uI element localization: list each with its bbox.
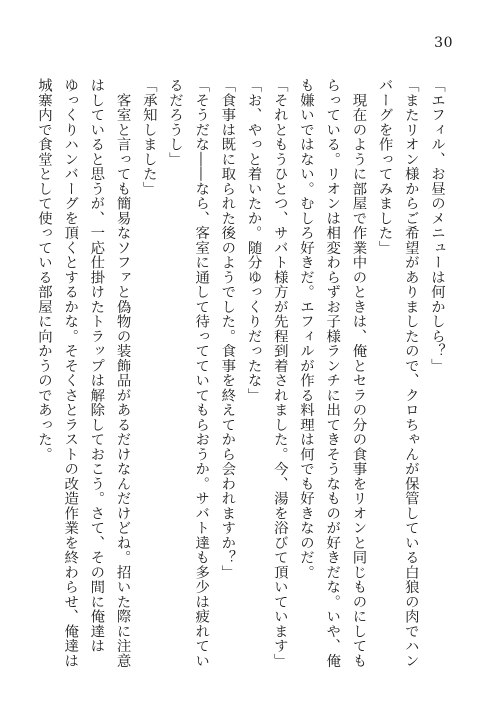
text-line: 「またリオン様からご希望がありましたので、クロちゃんが保管している白狼の肉でハン <box>402 78 419 668</box>
text-line: 「そうだな――なら、客室に通して待ってていてもらおうか。サバト達も多少は疲れてい <box>193 78 210 668</box>
text-line: 客室と言っても簡易なソファと偽物の装飾品があるだけなんだけどね。招いた際に注意 <box>114 78 131 668</box>
text-line: ゆっくりハンバーグを頂くとするかな。そそくさとラストの改造作業を終わらせ、俺達は <box>62 78 79 668</box>
novel-text-body <box>31 78 450 678</box>
text-line: 「エフィル、お昼のメニューは何かしら？」 <box>429 78 445 373</box>
text-line: 「お、やっと着いたか。随分ゆっくりだったな」 <box>245 78 262 403</box>
text-line: らっている。リオンは相変わらずお子様ランチに出てきそうなものが好きだな。いや、俺 <box>324 78 341 668</box>
text-line: 「それともうひとつ、サバト様方が先程到着されました。今、湯を浴びて頂いています」 <box>271 78 288 668</box>
text-line: 「承知しました」 <box>140 78 157 196</box>
text-line: 現在のように部屋で作業中のときは、俺とセラの分の食事をリオンと同じものにしても <box>350 78 367 668</box>
text-line: も嫌いではない。むしろ好きだ。エフィルが作る料理は何でも好きなのだ。 <box>297 78 314 580</box>
text-line: 「食事は既に取られた後のようでした。食事を終えてから会われますか？」 <box>219 78 236 580</box>
text-line: るだろうし」 <box>166 78 183 167</box>
text-line: 城寨内で食堂として使っている部屋に向かうのであった。 <box>35 78 52 462</box>
page-number: 30 <box>434 35 453 51</box>
text-line: バーグを作ってみました」 <box>376 78 393 255</box>
text-line: はしていると思うが、一応仕掛けたトラップは解除しておこう。さて、その間に俺達は <box>88 78 105 654</box>
